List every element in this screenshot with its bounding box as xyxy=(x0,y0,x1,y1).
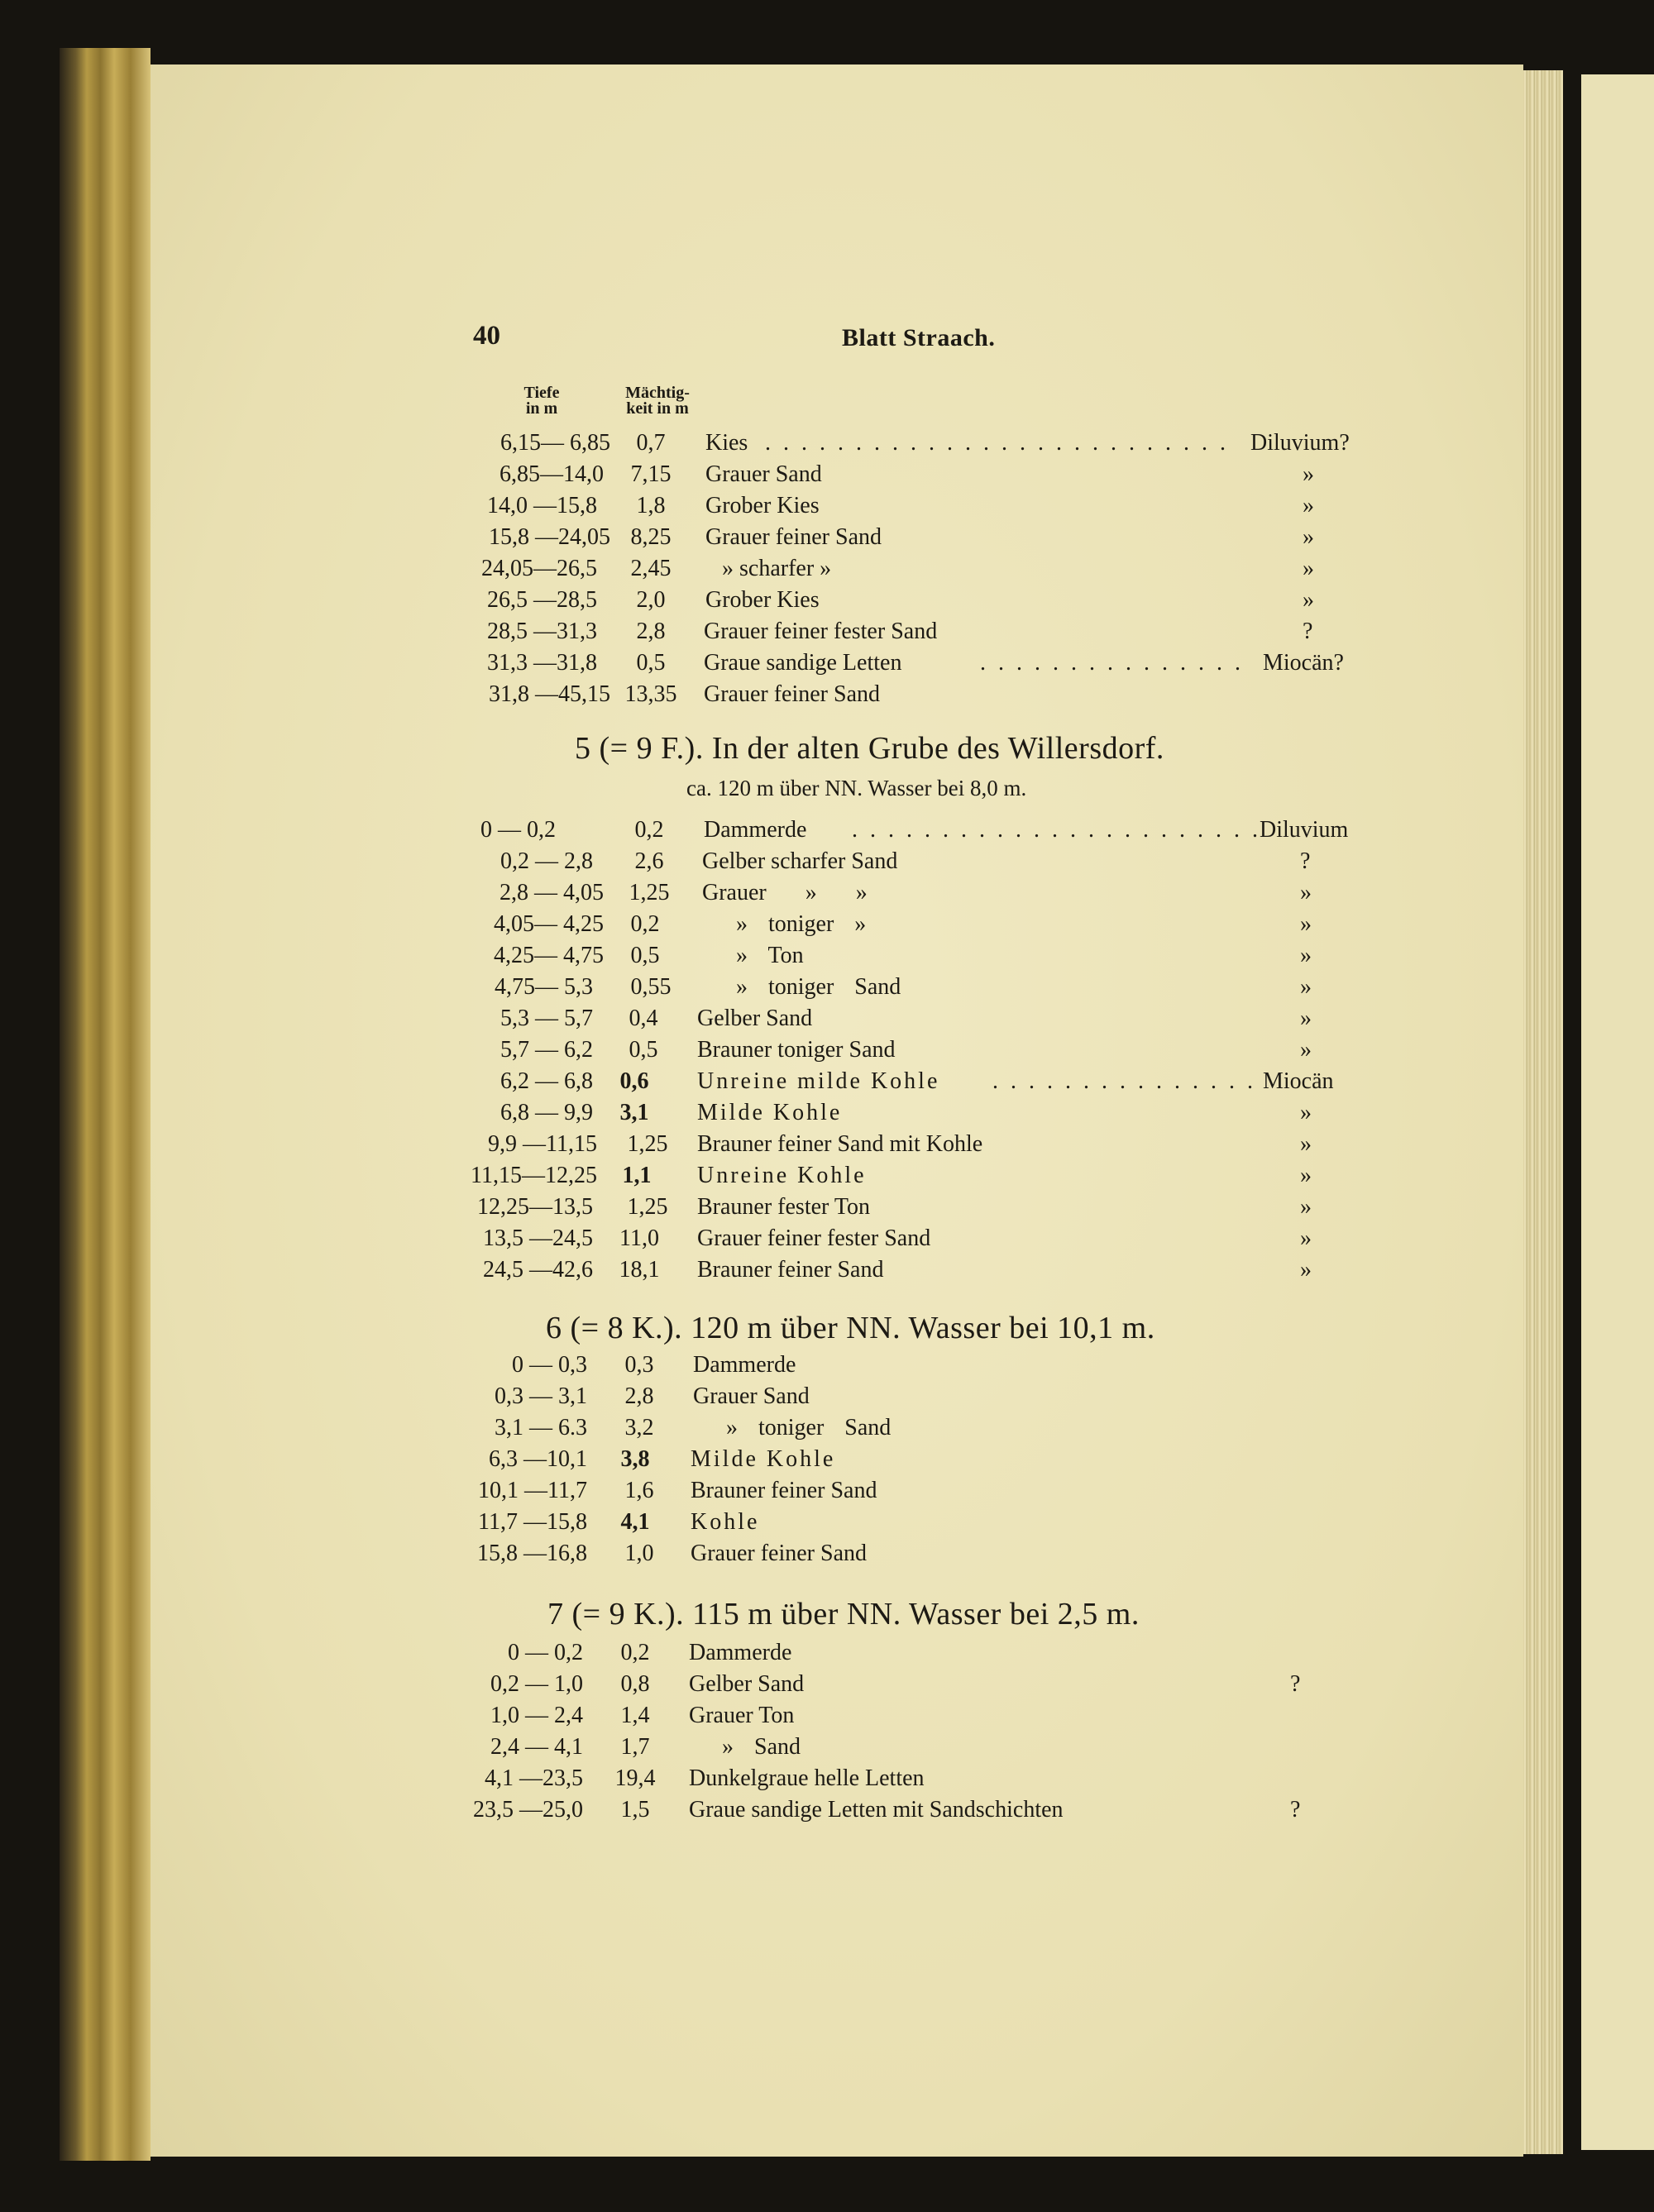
section-title-5: 5 (= 9 F.). In der alten Grube des Willersdorf. xyxy=(575,731,1164,766)
table-row: 26,5 —28,5 2,0 Grober Kies » xyxy=(487,587,1314,613)
table-row: 24,5 —42,6 18,1 Brauner feiner Sand » xyxy=(483,1257,1312,1283)
section-title-6: 6 (= 8 K.). 120 m über NN. Wasser bei 10,1 m. xyxy=(546,1311,1155,1345)
table-row: 0 — 0,2 0,2 Dammerde . . . Diluvium xyxy=(0,815,1654,846)
table-row: 0,3 — 3,1 2,8 Grauer Sand xyxy=(495,1383,810,1409)
table-row: 10,1 —11,7 1,6 Brauner feiner Sand xyxy=(478,1478,877,1503)
table-row: 15,8 —24,05 8,25 Grauer feiner Sand » xyxy=(489,524,1314,550)
table-row: 6,15— 6,85 0,7 Kies . . . Diluvium? xyxy=(0,428,1654,459)
table-row: 0 — 0,2 0,2 Dammerde xyxy=(508,1640,792,1665)
table-row: 13,5 —24,5 11,0 Grauer feiner fester Sand » xyxy=(483,1225,1312,1251)
column-header-thickness: Mächtig- keit in m xyxy=(625,384,690,418)
table-row: 4,25— 4,75 0,5 » Ton » xyxy=(494,943,1312,968)
column-header-depth: Tiefe in m xyxy=(523,384,560,418)
section-title-7: 7 (= 9 K.). 115 m über NN. Wasser bei 2,5 m. xyxy=(547,1597,1140,1632)
table-row: 1,0 — 2,4 1,4 Grauer Ton xyxy=(490,1703,795,1728)
table-row: 31,3 —31,8 0,5 Graue sandige Letten . . . Miocän? xyxy=(0,647,1654,679)
table-row: 0,2 — 1,0 0,8 Gelber Sand ? xyxy=(490,1671,1301,1697)
table-row: 4,05— 4,25 0,2 » toniger » » xyxy=(494,911,1312,937)
table-row: 6,3 —10,1 3,8 Milde Kohle xyxy=(489,1446,836,1472)
table-row: 0 — 0,3 0,3 Dammerde xyxy=(512,1352,796,1378)
table-row: 6,85—14,0 7,15 Grauer Sand » xyxy=(500,461,1314,487)
table-row: 3,1 — 6.3 3,2 » toniger Sand xyxy=(495,1415,892,1440)
table-row: 11,7 —15,8 4,1 Kohle xyxy=(478,1509,760,1535)
table-row: 6,2 — 6,8 0,6 Unreine milde Kohle . . . Miocän xyxy=(0,1066,1654,1097)
running-head: Blatt Straach. xyxy=(842,324,996,351)
table-row: 31,8 —45,15 13,35 Grauer feiner Sand xyxy=(489,681,881,707)
table-row: 6,8 — 9,9 3,1 Milde Kohle » xyxy=(500,1100,1312,1125)
table-row: 2,4 — 4,1 1,7 » Sand xyxy=(490,1734,801,1760)
table-row: 24,05—26,5 2,45 » scharfer » » xyxy=(481,556,1314,581)
table-row: 14,0 —15,8 1,8 Grober Kies » xyxy=(487,493,1314,518)
table-row: 12,25—13,5 1,25 Brauner fester Ton » xyxy=(477,1194,1312,1220)
table-row: 5,3 — 5,7 0,4 Gelber Sand » xyxy=(500,1006,1312,1031)
page-number: 40 xyxy=(473,321,500,351)
table-row: 2,8 — 4,05 1,25 Grauer » » » xyxy=(500,880,1312,905)
table-row: 23,5 —25,0 1,5 Graue sandige Letten mit Sandschichten ? xyxy=(473,1797,1301,1823)
table-row: 11,15—12,25 1,1 Unreine Kohle » xyxy=(471,1163,1312,1188)
section-subtitle-5: ca. 120 m über NN. Wasser bei 8,0 m. xyxy=(686,776,1027,800)
table-row: 0,2 — 2,8 2,6 Gelber scharfer Sand ? xyxy=(500,848,1311,874)
table-row: 28,5 —31,3 2,8 Grauer feiner fester Sand ? xyxy=(487,619,1313,644)
table-row: 5,7 — 6,2 0,5 Brauner toniger Sand » xyxy=(500,1037,1312,1063)
table-row: 15,8 —16,8 1,0 Grauer feiner Sand xyxy=(477,1541,868,1566)
table-row: 9,9 —11,15 1,25 Brauner feiner Sand mit Kohle » xyxy=(488,1131,1312,1157)
table-row: 4,75— 5,3 0,55 » toniger Sand » xyxy=(495,974,1312,1000)
table-row: 4,1 —23,5 19,4 Dunkelgraue helle Letten xyxy=(485,1765,925,1791)
